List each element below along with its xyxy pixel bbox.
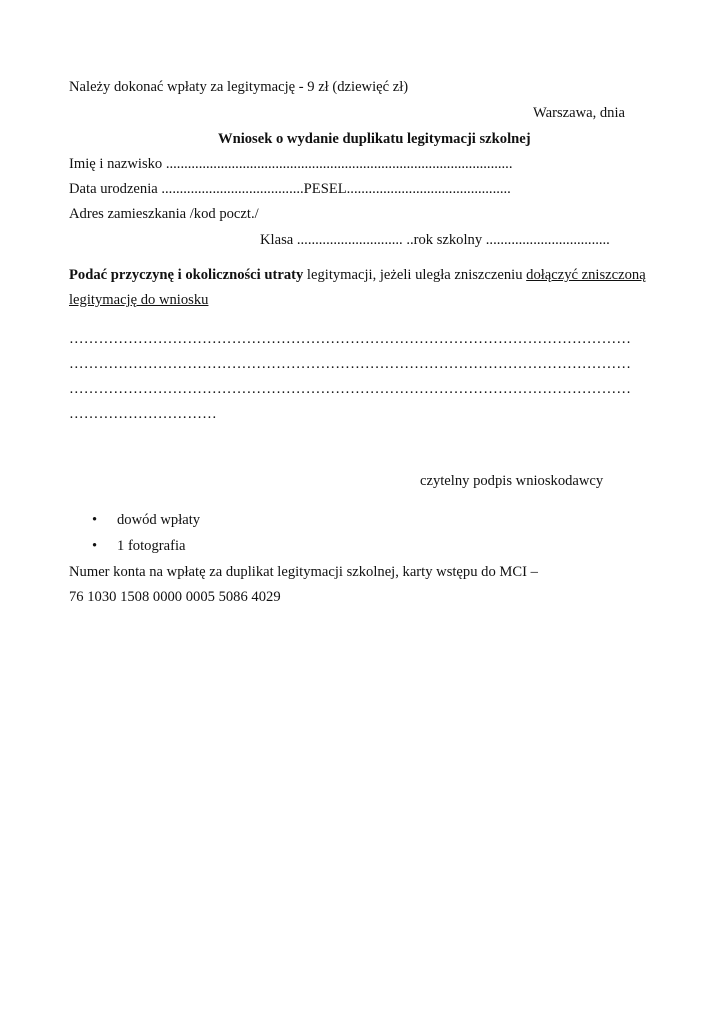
attachment-text: dowód wpłaty xyxy=(117,512,201,528)
account-label: Numer konta na wpłatę za duplikat legitymacji szkolnej, karty wstępu do MCI – xyxy=(69,564,538,580)
reason-underline-1: dołączyć zniszczoną xyxy=(526,267,646,283)
reason-bold: Podać przyczynę i okoliczności utraty xyxy=(69,267,304,283)
account-number: 76 1030 1508 0000 0005 5086 4029 xyxy=(69,589,281,605)
attachment-text: 1 fotografia xyxy=(117,538,186,554)
reason-instruction-cont: legitymację do wniosku xyxy=(69,292,209,308)
document-title: Wniosek o wydanie duplikatu legitymacji szkolnej xyxy=(218,131,531,147)
pesel-field: PESEL............................................. xyxy=(303,181,511,197)
class-year-field: Klasa ............................. ..rok szkolny .................................. xyxy=(260,232,610,248)
address-field: Adres zamieszkania /kod poczt./ xyxy=(69,206,259,222)
reason-normal: legitymacji, jeżeli uległa zniszczeniu xyxy=(303,267,527,283)
bullet: • xyxy=(92,538,98,554)
birth-pesel-row xyxy=(69,180,511,198)
payment-note: Należy dokonać wpłaty za legitymację - 9 zł (dziewięć zł) xyxy=(69,79,409,95)
signature-label: czytelny podpis wnioskodawcy xyxy=(420,473,604,489)
birth-date-field: Data urodzenia ....................................... xyxy=(69,181,304,197)
name-field: Imię i nazwisko ............................................................................................... xyxy=(69,156,513,172)
dotted-line-2: …………………………………………………………………………………………………… xyxy=(69,356,632,372)
place-date: Warszawa, dnia xyxy=(533,105,626,121)
bullet: • xyxy=(92,512,98,528)
dotted-line-1: …………………………………………………………………………………………………… xyxy=(69,331,632,347)
reason-instruction xyxy=(69,266,646,284)
dotted-line-3: …………………………………………………………………………………………………… xyxy=(69,381,632,397)
dotted-line-4: ………………………… xyxy=(69,406,217,422)
